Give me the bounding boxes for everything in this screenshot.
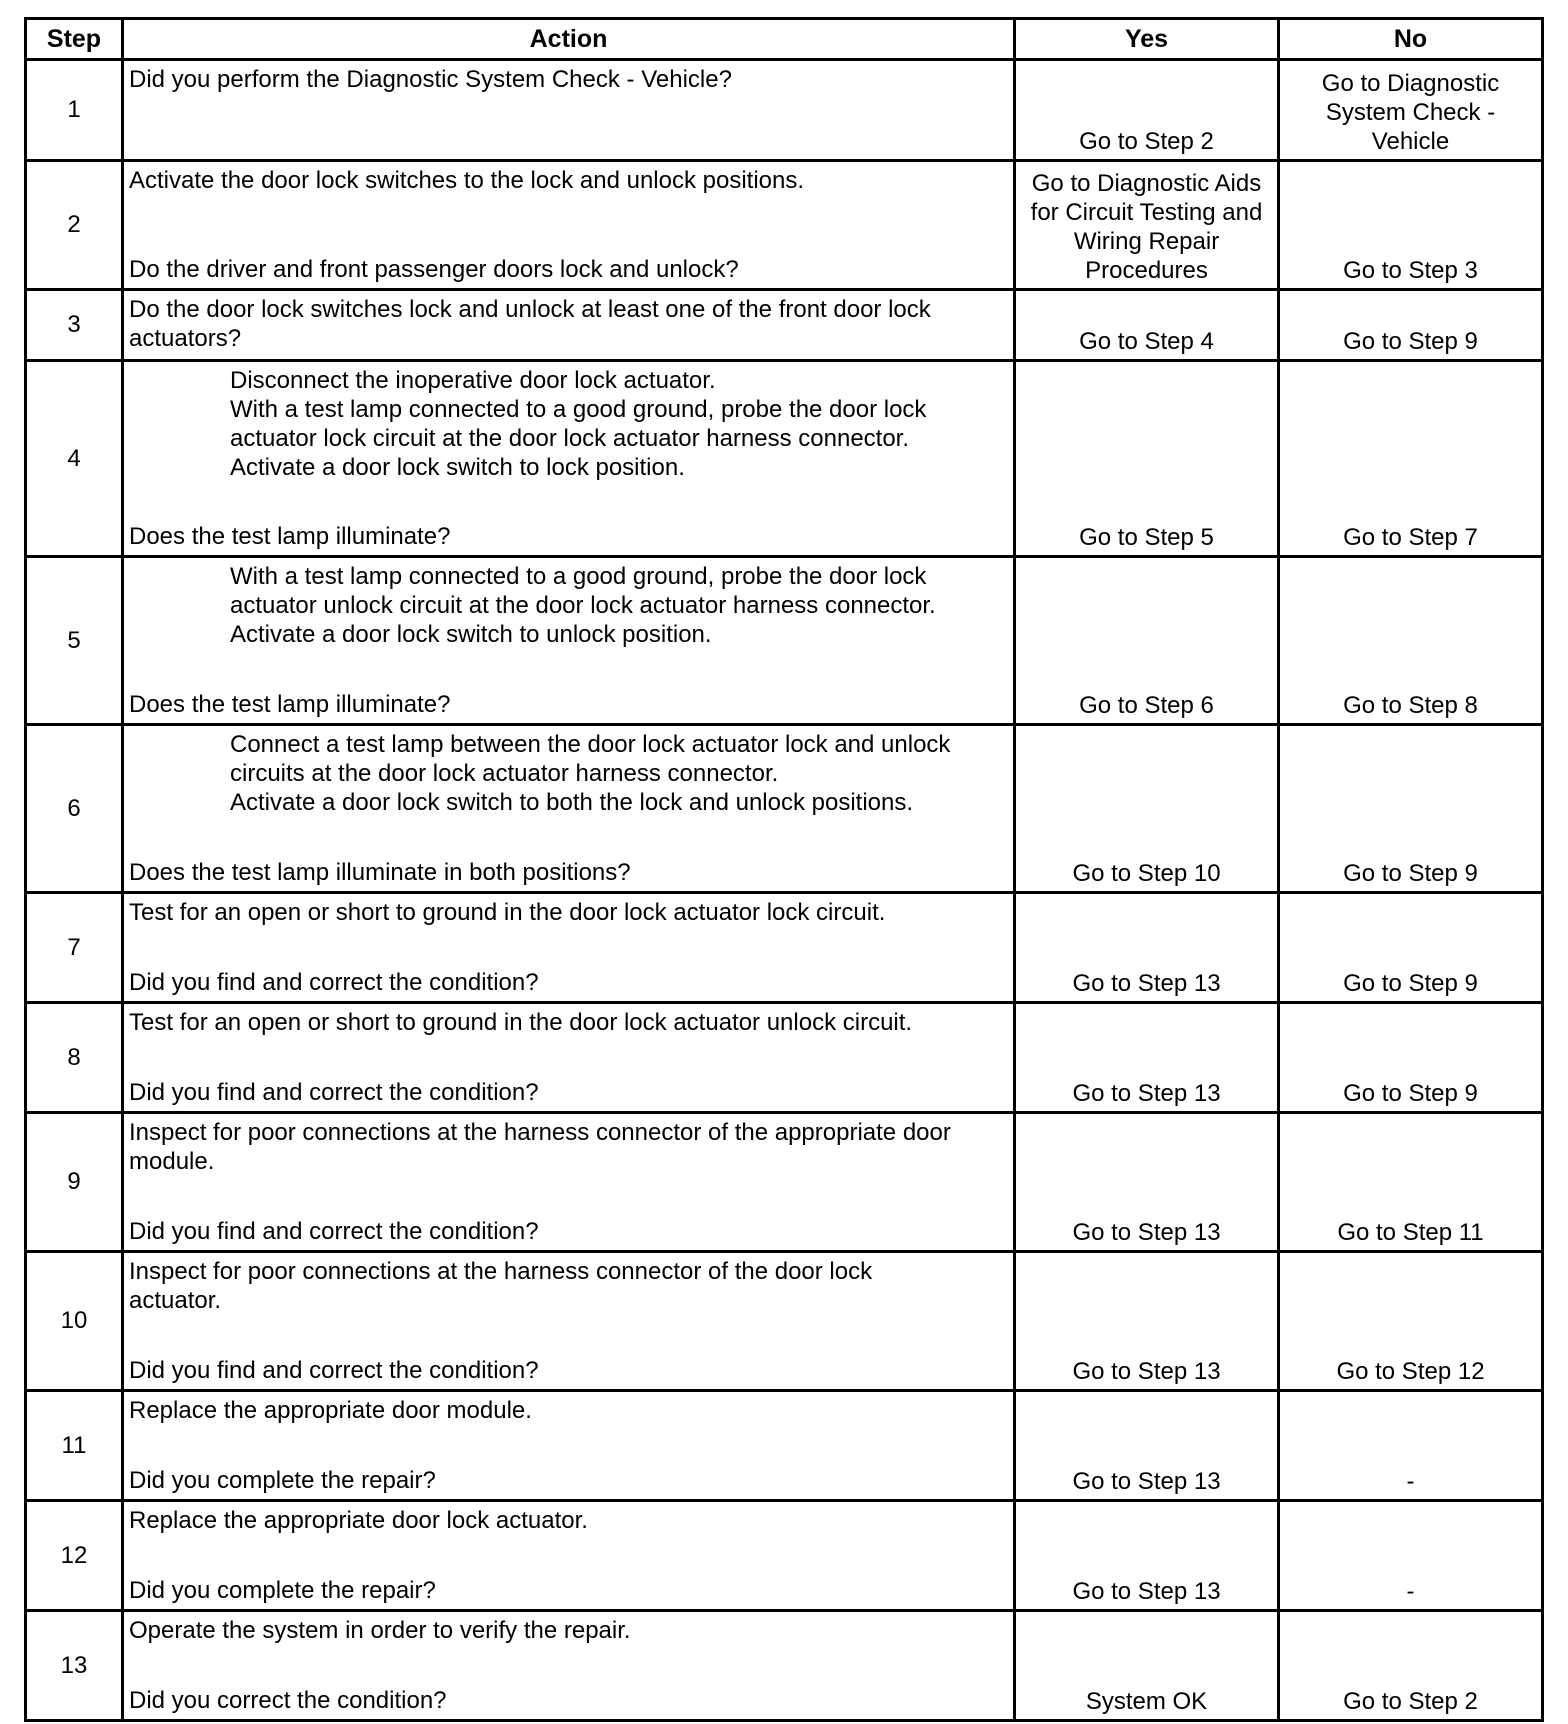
action-cell xyxy=(123,161,1015,290)
action-line: Activate a door lock switch to unlock position. xyxy=(230,621,712,648)
yes-outcome-line: Go to Diagnostic Aids xyxy=(1031,170,1262,197)
yes-outcome-line: Wiring Repair xyxy=(1073,228,1220,255)
yes-outcome xyxy=(1015,1501,1279,1611)
action-line: Test for an open or short to ground in the door lock actuator unlock circuit. xyxy=(129,1009,913,1036)
no-outcome-line: Go to Step 8 xyxy=(1343,692,1478,719)
action-line: With a test lamp connected to a good ground, probe the door lock xyxy=(230,396,927,423)
yes-outcome xyxy=(1015,1391,1279,1501)
no-outcome xyxy=(1279,557,1543,725)
step-number: 3 xyxy=(26,290,123,361)
table-row xyxy=(26,290,1543,361)
action-cell xyxy=(123,60,1015,161)
action-line: Activate a door lock switch to both the lock and unlock positions. xyxy=(230,789,914,816)
yes-outcome-line: Go to Step 5 xyxy=(1079,524,1214,551)
action-line: Activate a door lock switch to lock position. xyxy=(230,454,685,481)
action-line: actuator unlock circuit at the door lock actuator harness connector. xyxy=(230,592,936,619)
table-row xyxy=(26,1611,1543,1721)
no-outcome-line: - xyxy=(1406,1468,1415,1495)
yes-outcome xyxy=(1015,361,1279,557)
action-line: module. xyxy=(129,1148,215,1175)
no-outcome xyxy=(1279,1252,1543,1391)
step-number: 13 xyxy=(26,1611,123,1721)
no-outcome xyxy=(1279,1611,1543,1721)
step-number: 2 xyxy=(26,161,123,290)
yes-outcome xyxy=(1015,290,1279,361)
action-line: actuator. xyxy=(129,1287,222,1314)
action-instructions xyxy=(129,562,1007,649)
step-number: 12 xyxy=(26,1501,123,1611)
table-row xyxy=(26,1252,1543,1391)
action-instructions xyxy=(129,1396,1007,1425)
table-row xyxy=(26,557,1543,725)
no-outcome xyxy=(1279,60,1543,161)
yes-outcome-line: Procedures xyxy=(1085,257,1208,284)
action-instructions xyxy=(129,1257,1007,1315)
action-cell xyxy=(123,1611,1015,1721)
no-outcome-line: Go to Step 11 xyxy=(1337,1219,1484,1246)
action-line: actuator lock circuit at the door lock actuator harness connector. xyxy=(230,425,910,452)
step-number: 10 xyxy=(26,1252,123,1391)
action-line: Do the door lock switches lock and unlock at least one of the front door lock xyxy=(129,296,931,323)
no-outcome xyxy=(1279,1391,1543,1501)
table-row xyxy=(26,361,1543,557)
no-outcome-line: - xyxy=(1406,1578,1415,1605)
yes-outcome-line: Go to Step 13 xyxy=(1072,1080,1221,1107)
step-number: 9 xyxy=(26,1113,123,1252)
action-line: Inspect for poor connections at the harness connector of the door lock xyxy=(129,1258,873,1285)
action-line: Replace the appropriate door module. xyxy=(129,1397,532,1424)
yes-outcome-line: Go to Step 13 xyxy=(1072,970,1221,997)
yes-outcome xyxy=(1015,1003,1279,1113)
yes-outcome xyxy=(1015,60,1279,161)
no-outcome xyxy=(1279,161,1543,290)
yes-outcome-line: Go to Step 13 xyxy=(1072,1468,1221,1495)
yes-outcome-line: Go to Step 2 xyxy=(1079,128,1214,155)
step-number: 1 xyxy=(26,60,123,161)
no-outcome xyxy=(1279,1113,1543,1252)
action-line: Replace the appropriate door lock actuator. xyxy=(129,1507,588,1534)
yes-outcome-line: System OK xyxy=(1085,1688,1208,1715)
no-outcome-line: Go to Step 2 xyxy=(1343,1688,1478,1715)
yes-outcome-line: Go to Step 6 xyxy=(1079,692,1214,719)
action-instructions xyxy=(129,1008,1007,1037)
action-cell xyxy=(123,290,1015,361)
yes-outcome xyxy=(1015,1252,1279,1391)
no-outcome-line: Go to Step 9 xyxy=(1343,970,1478,997)
yes-outcome xyxy=(1015,893,1279,1003)
action-line: Operate the system in order to verify the repair. xyxy=(129,1617,631,1644)
step-number: 8 xyxy=(26,1003,123,1113)
action-question: Does the test lamp illuminate? xyxy=(129,523,451,550)
no-outcome-line: System Check - xyxy=(1325,99,1496,126)
no-outcome xyxy=(1279,361,1543,557)
yes-outcome xyxy=(1015,1611,1279,1721)
yes-outcome xyxy=(1015,557,1279,725)
action-line: Did you perform the Diagnostic System Check - Vehicle? xyxy=(129,66,732,93)
action-cell xyxy=(123,1501,1015,1611)
action-instructions xyxy=(129,1616,1007,1645)
action-line: With a test lamp connected to a good ground, probe the door lock xyxy=(230,563,927,590)
no-outcome-line: Go to Step 7 xyxy=(1343,524,1478,551)
action-instructions xyxy=(129,730,1007,817)
action-line: Test for an open or short to ground in the door lock actuator lock circuit. xyxy=(129,899,886,926)
step-number: 5 xyxy=(26,557,123,725)
table-row xyxy=(26,1113,1543,1252)
no-outcome xyxy=(1279,1003,1543,1113)
action-line: Activate the door lock switches to the lock and unlock positions. xyxy=(129,167,805,194)
yes-outcome xyxy=(1015,1113,1279,1252)
action-instructions xyxy=(129,1118,1007,1176)
action-cell xyxy=(123,557,1015,725)
action-cell xyxy=(123,1391,1015,1501)
no-outcome xyxy=(1279,1501,1543,1611)
no-outcome-line: Go to Step 9 xyxy=(1343,860,1478,887)
action-instructions xyxy=(129,65,1007,94)
yes-outcome-line: Go to Step 13 xyxy=(1072,1358,1221,1385)
yes-outcome-line: Go to Step 4 xyxy=(1079,328,1214,355)
table-row xyxy=(26,1391,1543,1501)
step-number: 7 xyxy=(26,893,123,1003)
table-body xyxy=(26,60,1543,1721)
yes-outcome-line: Go to Step 13 xyxy=(1072,1219,1221,1246)
action-question: Did you complete the repair? xyxy=(129,1467,436,1494)
action-line: Connect a test lamp between the door lock actuator lock and unlock xyxy=(230,731,951,758)
header-action: Action xyxy=(123,19,1015,60)
action-line: actuators? xyxy=(129,325,242,352)
action-question: Does the test lamp illuminate? xyxy=(129,691,451,718)
no-outcome-line: Go to Step 12 xyxy=(1336,1358,1485,1385)
yes-outcome xyxy=(1015,161,1279,290)
table-row xyxy=(26,1003,1543,1113)
action-question: Did you find and correct the condition? xyxy=(129,969,539,996)
step-number: 6 xyxy=(26,725,123,893)
no-outcome-line: Vehicle xyxy=(1371,128,1450,155)
action-line: Disconnect the inoperative door lock actuator. xyxy=(230,367,716,394)
step-number: 11 xyxy=(26,1391,123,1501)
action-instructions xyxy=(129,166,1007,195)
action-instructions xyxy=(129,898,1007,927)
action-question: Did you find and correct the condition? xyxy=(129,1079,539,1106)
table-row xyxy=(26,725,1543,893)
no-outcome-line: Go to Step 3 xyxy=(1343,257,1478,284)
yes-outcome-line: Go to Step 10 xyxy=(1072,860,1221,887)
action-question: Did you find and correct the condition? xyxy=(129,1218,539,1245)
action-instructions xyxy=(129,366,1007,482)
yes-outcome-line: for Circuit Testing and xyxy=(1030,199,1263,226)
header-step: Step xyxy=(26,19,123,60)
header-row xyxy=(26,19,1543,60)
table-row xyxy=(26,1501,1543,1611)
header-yes: Yes xyxy=(1015,19,1279,60)
action-instructions xyxy=(129,1506,1007,1535)
no-outcome xyxy=(1279,725,1543,893)
table-row xyxy=(26,893,1543,1003)
yes-outcome-line: Go to Step 13 xyxy=(1072,1578,1221,1605)
no-outcome-line: Go to Step 9 xyxy=(1343,328,1478,355)
table-row xyxy=(26,60,1543,161)
action-cell xyxy=(123,1003,1015,1113)
action-line: circuits at the door lock actuator harness connector. xyxy=(230,760,779,787)
action-cell xyxy=(123,893,1015,1003)
action-line: Inspect for poor connections at the harness connector of the appropriate door xyxy=(129,1119,951,1146)
action-question: Did you complete the repair? xyxy=(129,1577,436,1604)
action-question: Did you correct the condition? xyxy=(129,1687,447,1714)
action-instructions xyxy=(129,295,1007,353)
header-no: No xyxy=(1279,19,1543,60)
action-question: Does the test lamp illuminate in both positions? xyxy=(129,859,631,886)
action-cell xyxy=(123,361,1015,557)
action-question: Did you find and correct the condition? xyxy=(129,1357,539,1384)
diagnostic-table xyxy=(24,17,1544,1722)
no-outcome xyxy=(1279,290,1543,361)
action-question: Do the driver and front passenger doors lock and unlock? xyxy=(129,256,739,283)
action-cell xyxy=(123,1113,1015,1252)
no-outcome-line: Go to Diagnostic xyxy=(1321,70,1500,97)
step-number: 4 xyxy=(26,361,123,557)
action-cell xyxy=(123,725,1015,893)
action-cell xyxy=(123,1252,1015,1391)
yes-outcome xyxy=(1015,725,1279,893)
no-outcome xyxy=(1279,893,1543,1003)
no-outcome-line: Go to Step 9 xyxy=(1343,1080,1478,1107)
table-row xyxy=(26,161,1543,290)
